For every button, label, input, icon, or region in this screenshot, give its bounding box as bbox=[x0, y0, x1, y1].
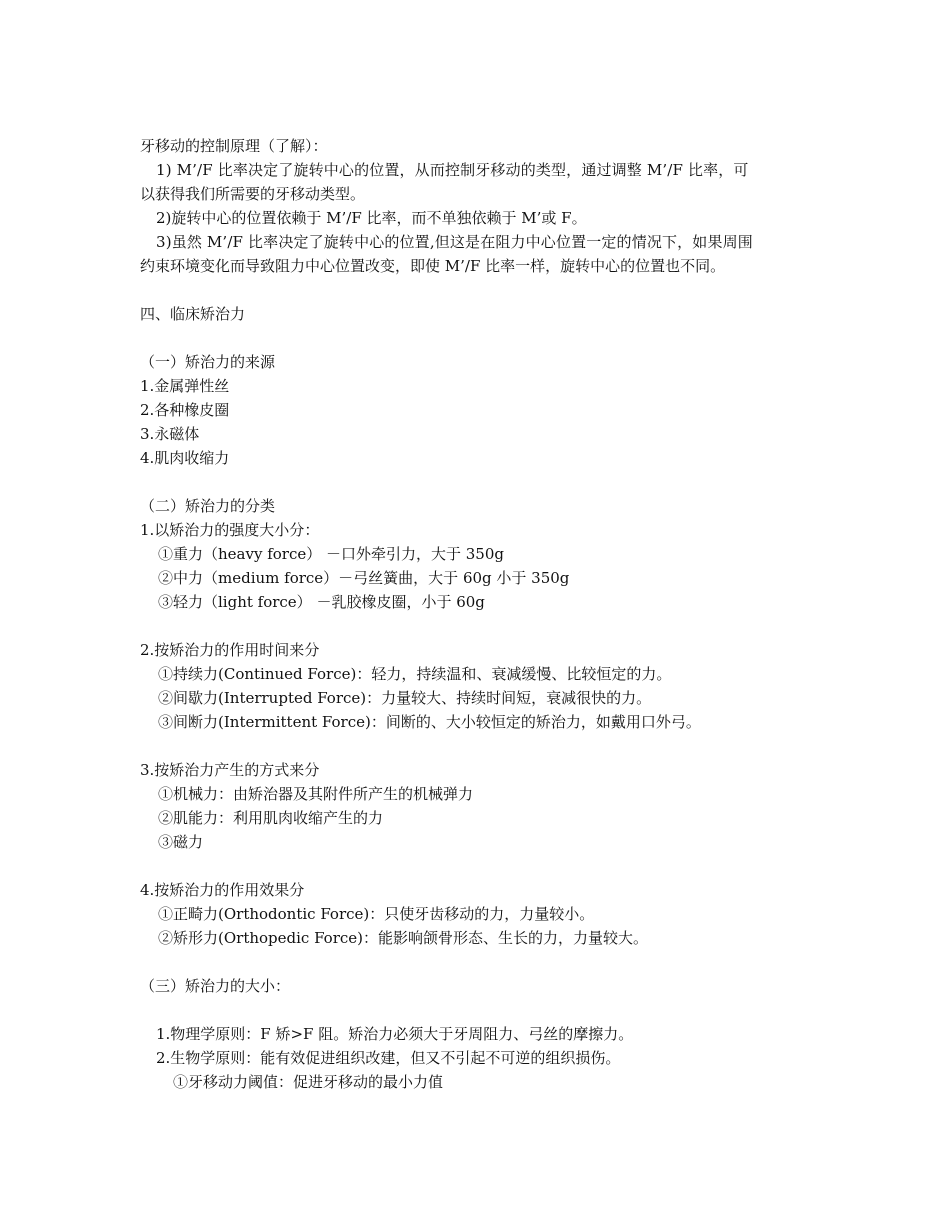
section-heading-control-principle: 牙移动的控制原理（了解）： bbox=[140, 137, 328, 155]
paragraph-line: 以获得我们所需要的牙移动类型。 bbox=[140, 185, 366, 203]
paragraph-line: 2)旋转中心的位置依赖于 M’/F 比率，而不单独依赖于 M’或 F。 bbox=[156, 209, 587, 227]
sub-list-item: ①机械力：由矫治器及其附件所产生的机械弹力 bbox=[158, 785, 474, 803]
section-heading: 四、临床矫治力 bbox=[140, 305, 246, 323]
list-item: 1.金属弹性丝 bbox=[140, 377, 230, 395]
sub-list-item: ②中力（medium force）－弓丝簧曲，大于 60g 小于 350g bbox=[158, 569, 570, 587]
sub-list-item: ②肌能力：利用肌肉收缩产生的力 bbox=[158, 809, 384, 827]
list-item: 2.生物学原则：能有效促进组织改建，但又不引起不可逆的组织损伤。 bbox=[156, 1049, 621, 1067]
sub-list-item: ①持续力(Continued Force)：轻力，持续温和、衰减缓慢、比较恒定的力。 bbox=[158, 665, 672, 683]
subsection-heading: （一）矫治力的来源 bbox=[140, 353, 276, 371]
list-item: 2.各种橡皮圈 bbox=[140, 401, 230, 419]
list-item: 3.永磁体 bbox=[140, 425, 200, 443]
list-item: 1.以矫治力的强度大小分： bbox=[140, 521, 320, 539]
list-item: 3.按矫治力产生的方式来分 bbox=[140, 761, 320, 779]
paragraph-line: 约束环境变化而导致阻力中心位置改变，即使 M’/F 比率一样，旋转中心的位置也不同。 bbox=[140, 257, 726, 275]
paragraph-line: 1) M’/F 比率决定了旋转中心的位置，从而控制牙移动的类型，通过调整 M’/F 比率，可 bbox=[156, 161, 749, 179]
sub-list-item: ③轻力（light force） －乳胶橡皮圈，小于 60g bbox=[158, 593, 485, 611]
subsection-heading: （三）矫治力的大小： bbox=[140, 977, 291, 995]
sub-list-item: ②间歇力(Interrupted Force)：力量较大、持续时间短，衰减很快的力。 bbox=[158, 689, 652, 707]
sub-list-item: ③间断力(Intermittent Force)：间断的、大小较恒定的矫治力，如戴用口外弓。 bbox=[158, 713, 701, 731]
list-item: 4.肌肉收缩力 bbox=[140, 449, 230, 467]
paragraph-line: 3)虽然 M’/F 比率决定了旋转中心的位置,但这是在阻力中心位置一定的情况下，如果周围 bbox=[156, 233, 753, 251]
sub-list-item: ③磁力 bbox=[158, 833, 204, 851]
list-item: 2.按矫治力的作用时间来分 bbox=[140, 641, 320, 659]
list-item: 4.按矫治力的作用效果分 bbox=[140, 881, 305, 899]
list-item: 1.物理学原则：F 矫>F 阻。矫治力必须大于牙周阻力、弓丝的摩擦力。 bbox=[156, 1025, 634, 1043]
sub-list-item: ①重力（heavy force） －口外牵引力，大于 350g bbox=[158, 545, 504, 563]
sub-list-item: ②矫形力(Orthopedic Force)：能影响颌骨形态、生长的力，力量较大。 bbox=[158, 929, 649, 947]
subsection-heading: （二）矫治力的分类 bbox=[140, 497, 276, 515]
sub-list-item: ①正畸力(Orthodontic Force)：只使牙齿移动的力，力量较小。 bbox=[158, 905, 595, 923]
sub-list-item: ①牙移动力阈值：促进牙移动的最小力值 bbox=[173, 1073, 444, 1091]
